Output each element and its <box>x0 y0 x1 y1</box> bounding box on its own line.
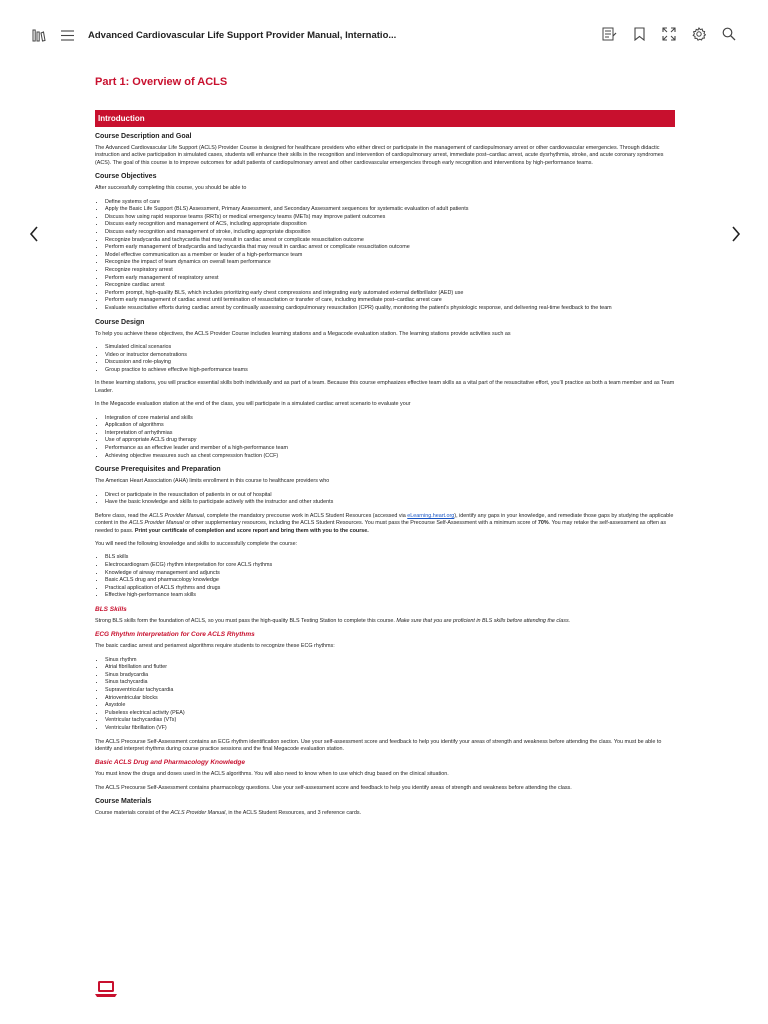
list-item: • Application of algorithms <box>105 422 675 430</box>
notes-icon[interactable] <box>600 25 618 43</box>
paragraph <box>95 810 675 817</box>
paragraph: You will need the following knowledge and skills to successfully complete the course: <box>95 540 298 547</box>
laptop-icon[interactable] <box>95 980 117 998</box>
list-item: • Interpretation of arrhythmias <box>105 430 675 438</box>
paragraph: The basic cardiac arrest and periarrest algorithms require students to recognize these ECG rhythms: <box>95 643 335 650</box>
menu-icon[interactable] <box>58 26 76 44</box>
paragraph: The Advanced Cardiovascular Life Support (ACLS) Provider Course is designed for healthcare providers who either direct or participate in the management of cardiopulmonary arrest or other cardiovascular emergencies. Through didactic instruction and active participation in simulated cases, students will enhance their skills in the recognition and intervention of cardiopulmonary arrest, immediate post–cardiac arrest, acute dysrhythmia, stroke, and acute coronary syndromes (ACS). The goal of this course is to improve outcomes for adult patients of cardiopulmonary arrest and other cardiovascular emergencies through early recognition and interventions by high-performance teams. <box>95 145 664 166</box>
paragraph: The ACLS Precourse Self-Assessment contains an ECG rhythm identification section. Use your self-assessment score and feedback to help you identify your areas of strength and weakness before attending the class. You must be able to identify and interpret rhythms during course practice sessions and the final Megacode evaluation station. <box>95 738 662 753</box>
rhythms-list <box>95 657 675 733</box>
paragraph: To help you achieve these objectives, the ACLS Provider Course includes learning stations and a Megacode evaluation station. The learning stations provide activities such as <box>95 330 511 337</box>
search-icon[interactable] <box>720 25 738 43</box>
list-item: • Video or instructor demonstrations <box>105 352 675 360</box>
list-item: • Electrocardiogram (ECG) rhythm interpretation for core ACLS rhythms <box>105 562 675 570</box>
list-item: • Recognize respiratory arrest <box>105 267 675 275</box>
list-item: • Asystole <box>105 702 675 710</box>
list-item: • Define systems of care <box>105 199 675 207</box>
reader-page <box>95 72 675 824</box>
text: , complete the mandatory precourse work in ACLS Student Resources (accessed via <box>203 512 408 519</box>
paragraph: You must know the drugs and doses used in the ACLS algorithms. You will also need to know when to use which drug based on the clinical situation. <box>95 771 449 778</box>
min-score: 70% <box>537 520 549 527</box>
list-item: • Group practice to achieve effective high-performance teams <box>105 367 675 375</box>
heading-drug-knowledge: Basic ACLS Drug and Pharmacology Knowledge <box>95 759 246 767</box>
list-item: • Model effective communication as a member or leader of a high-performance team <box>105 252 675 260</box>
previous-page-arrow[interactable] <box>26 224 42 244</box>
objectives-list <box>95 199 675 313</box>
list-item: • Effective high-performance team skills <box>105 592 675 600</box>
list-item: • Have the basic knowledge and skills to participate actively with the instructor and other students <box>105 499 675 507</box>
list-item: • Practical application of ACLS rhythms and drugs <box>105 585 675 593</box>
toolbar-left <box>30 26 396 44</box>
text: ), identify any gaps in your knowledge, and remediate those gaps by studying the applicable content in the <box>95 512 674 527</box>
list-item: • Supraventricular tachycardia <box>105 687 675 695</box>
activities-list <box>95 344 675 374</box>
list-item: • BLS skills <box>105 554 675 562</box>
list-item: • Simulated clinical scenarios <box>105 344 675 352</box>
heading-course-description: Course Description and Goal <box>95 133 192 140</box>
bold-instruction: Print your certificate of completion and score report and bring them with you to the course. <box>134 527 369 534</box>
paragraph: In the Megacode evaluation station at the end of the class, you will participate in a simulated cardiac arrest scenario to evaluate your <box>95 401 411 408</box>
top-toolbar <box>0 0 768 68</box>
heading-course-objectives: Course Objectives <box>95 173 157 181</box>
heading-course-design: Course Design <box>95 318 145 326</box>
list-item: • Atrial fibrillation and flutter <box>105 664 675 672</box>
paragraph: In these learning stations, you will practice essential skills both individually and as part of a team. Because this course emphasizes effective team skills as a vital part of the resuscitative effort, you’ll practice as both a team member and as Team Leader. <box>95 380 675 394</box>
list-item: • Discuss how using rapid response teams (RRTs) or medical emergency teams (METs) may improve patient outcomes <box>105 214 675 222</box>
list-item: • Ventricular tachycardias (VTs) <box>105 717 675 725</box>
heading-course-materials: Course Materials <box>95 798 152 806</box>
skills-list <box>95 554 675 600</box>
fullscreen-icon[interactable] <box>660 25 678 43</box>
list-item: • Perform early management of bradycardia and tachycardia that may result in cardiac arrest or complicate resuscitation outcome <box>105 244 675 252</box>
next-page-arrow[interactable] <box>728 224 744 244</box>
part-title: Part 1: Overview of ACLS <box>95 76 228 88</box>
toolbar-right <box>588 25 738 43</box>
list-item: • Perform early management of respiratory arrest <box>105 275 675 283</box>
list-item: • Recognize bradycardia and tachycardia that may result in cardiac arrest or complicate resuscitation outcome <box>105 237 675 245</box>
elearning-link[interactable]: eLearning.heart.org <box>407 512 455 519</box>
list-item: • Sinus bradycardia <box>105 672 675 680</box>
list-item: • Atrioventricular blocks <box>105 695 675 703</box>
manual-title: ACLS Provider Manual <box>170 810 226 817</box>
list-item: • Knowledge of airway management and adjuncts <box>105 570 675 578</box>
library-icon[interactable] <box>30 26 48 44</box>
list-item: • Pulseless electrical activity (PEA) <box>105 710 675 718</box>
manual-title: ACLS Provider Manual <box>128 520 184 527</box>
list-item: • Discussion and role-playing <box>105 359 675 367</box>
paragraph: The ACLS Precourse Self-Assessment contains pharmacology questions. Use your self-assessment score and feedback to help you identify areas of strength and weakness before attending the class. <box>95 784 572 791</box>
section-bar-introduction: Introduction <box>95 110 675 127</box>
manual-title: ACLS Provider Manual <box>148 512 204 519</box>
chevron-right-icon <box>731 226 741 242</box>
book-title: Advanced Cardiovascular Life Support Provider Manual, Internatio... <box>88 29 397 41</box>
text: or other supplementary resources, including the ACLS Student Resources. You must pass the Precourse Self-Assessment with a minimum score of <box>183 520 538 527</box>
chevron-left-icon <box>29 226 39 242</box>
heading-prerequisites: Course Prerequisites and Preparation <box>95 466 221 474</box>
list-item: • Discuss early recognition and management of ACS, including appropriate disposition <box>105 221 675 229</box>
heading-ecg-rhythm: ECG Rhythm Interpretation for Core ACLS Rhythms <box>95 631 255 639</box>
list-item: • Apply the Basic Life Support (BLS) Assessment, Primary Assessment, and Secondary Assessment sequences for systematic evaluation of adult patients <box>105 206 675 214</box>
list-item: • Evaluate resuscitative efforts during cardiac arrest by continually assessing cardiopulmonary resuscitation (CPR) quality, monitoring the patient’s physiologic response, and delivering real-time feedback to the team <box>105 305 675 313</box>
text: . You may retake the self-assessment as often as needed to pass. <box>95 520 667 534</box>
list-item: • Sinus rhythm <box>105 657 675 665</box>
paragraph <box>95 618 675 625</box>
paragraph: After successfully completing this course, you should be able to <box>95 185 247 192</box>
list-item: • Perform prompt, high-quality BLS, which includes prioritizing early chest compressions and integrating early automated external defibrillator (AED) use <box>105 290 675 298</box>
paragraph-before-class <box>95 513 675 535</box>
settings-icon[interactable] <box>690 25 708 43</box>
list-item: • Recognize cardiac arrest <box>105 282 675 290</box>
bookmark-icon[interactable] <box>630 25 648 43</box>
text: Course materials consist of the <box>95 810 171 817</box>
list-item: • Ventricular fibrillation (VF) <box>105 725 675 733</box>
list-item: • Sinus tachycardia <box>105 679 675 687</box>
list-item: • Perform early management of cardiac arrest until termination of resuscitation or transfer of care, including immediate post–cardiac arrest care <box>105 297 675 305</box>
text: , in the ACLS Student Resources, and 3 reference cards. <box>225 810 362 817</box>
list-item: • Recognize the impact of team dynamics on overall team performance <box>105 259 675 267</box>
enrollment-list <box>95 492 675 507</box>
list-item: • Performance as an effective leader and member of a high-performance team <box>105 445 675 453</box>
italic-note: Make sure that you are proficient in BLS skills before attending the class. <box>396 617 571 624</box>
list-item: • Achieving objective measures such as chest compression fraction (CCF) <box>105 453 675 461</box>
list-item: • Integration of core material and skills <box>105 415 675 423</box>
heading-bls-skills: BLS Skills <box>95 605 127 613</box>
paragraph: The American Heart Association (AHA) limits enrollment in this course to healthcare providers who <box>95 478 330 485</box>
megacode-list <box>95 415 675 461</box>
list-item: • Direct or participate in the resuscitation of patients in or out of hospital <box>105 492 675 500</box>
list-item: • Basic ACLS drug and pharmacology knowledge <box>105 577 675 585</box>
list-item: • Discuss early recognition and management of stroke, including appropriate disposition <box>105 229 675 237</box>
text: Strong BLS skills form the foundation of ACLS, so you must pass the high-quality BLS Testing Station to complete this course. <box>95 617 397 624</box>
list-item: • Use of appropriate ACLS drug therapy <box>105 437 675 445</box>
text: Before class, read the <box>95 512 149 519</box>
